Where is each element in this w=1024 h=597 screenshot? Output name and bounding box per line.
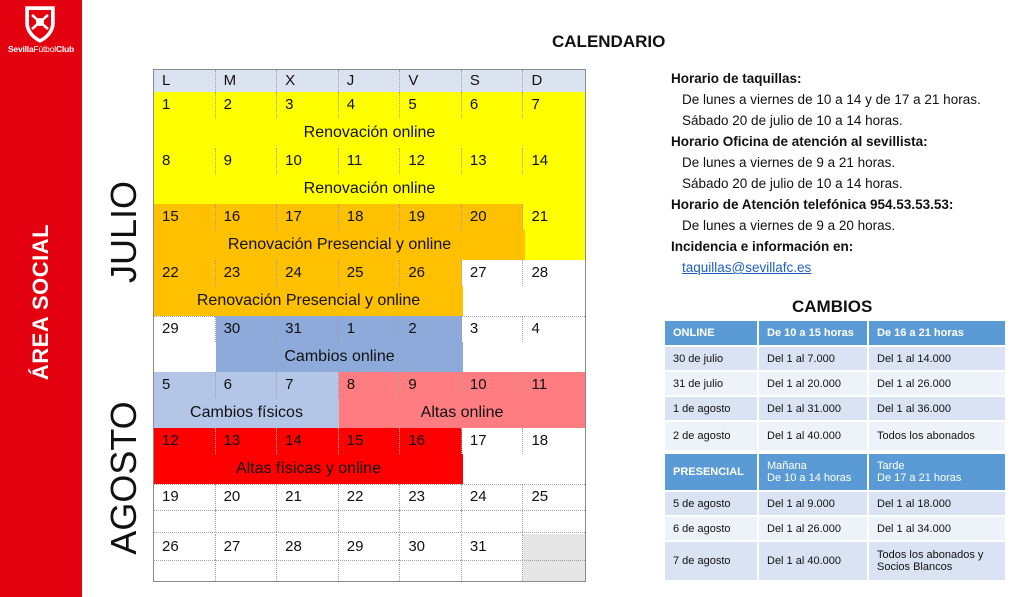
day-cell: 23 <box>216 260 278 286</box>
table-header: ONLINE <box>664 320 758 346</box>
table-row <box>664 396 1006 421</box>
day-cell <box>523 534 585 560</box>
band-cambios-online: Cambios online <box>216 342 463 372</box>
info-text: Sábado 20 de julio de 10 a 14 horas. <box>682 176 903 191</box>
table-cell: 1 de agosto <box>664 396 758 421</box>
info-heading: Horario de taquillas: <box>671 71 802 86</box>
day-cell: 2 <box>216 92 278 118</box>
week-row <box>154 260 585 286</box>
table-cell: Del 1 al 40.000 <box>758 541 868 581</box>
day-cell: 31 <box>277 316 339 342</box>
weekday-cell: X <box>277 70 339 92</box>
week-row <box>154 484 585 510</box>
band-altas-fisicas: Altas físicas y online <box>154 454 463 484</box>
table-cell: Del 1 al 7.000 <box>758 346 868 371</box>
day-cell: 9 <box>400 372 462 398</box>
day-cell: 7 <box>277 372 339 398</box>
table-header: De 16 a 21 horas <box>868 320 1006 346</box>
row-divider <box>154 532 585 533</box>
info-text: De lunes a viernes de 9 a 20 horas. <box>682 218 896 233</box>
day-cell: 17 <box>462 428 524 454</box>
day-cell: 8 <box>339 372 401 398</box>
day-cell: 19 <box>154 484 216 510</box>
band-fill <box>525 230 585 260</box>
day-cell: 8 <box>154 148 216 174</box>
table-cell: 7 de agosto <box>664 541 758 581</box>
info-heading: Incidencia e información en: <box>671 239 854 254</box>
weekday-header <box>154 70 585 93</box>
info-heading: Horario Oficina de atención al sevillista: <box>671 134 928 149</box>
table-cell: 30 de julio <box>664 346 758 371</box>
info-text: De lunes a viernes de 10 a 14 y de 17 a 21 horas. <box>682 92 981 107</box>
day-cell: 11 <box>523 372 585 398</box>
day-cell: 30 <box>400 534 462 560</box>
day-cell: 28 <box>531 264 549 281</box>
day-cell: 26 <box>154 534 216 560</box>
table-header: PRESENCIAL <box>664 453 758 491</box>
day-cell: 20 <box>462 204 524 230</box>
table-cell: Del 1 al 34.000 <box>868 516 1006 541</box>
band-renovacion-online: Renovación online <box>154 118 585 148</box>
day-cell: 21 <box>523 204 585 230</box>
day-cell: 30 <box>216 316 278 342</box>
table-cell: Del 1 al 18.000 <box>868 491 1006 516</box>
month-label-julio: JULIO <box>103 180 144 284</box>
table-cell: Del 1 al 14.000 <box>868 346 1006 371</box>
table-row <box>664 491 1006 516</box>
day-cell: 24 <box>277 260 339 286</box>
band-renovacion-online: Renovación online <box>154 174 585 204</box>
day-cell: 16 <box>400 428 462 454</box>
table-row <box>664 421 1006 451</box>
table-row <box>664 516 1006 541</box>
day-cell: 7 <box>531 96 540 113</box>
calendar-grid <box>153 69 586 582</box>
table-row <box>664 346 1006 371</box>
table-row <box>664 371 1006 396</box>
presencial-table <box>663 452 1007 582</box>
day-cell: 28 <box>277 534 339 560</box>
info-text: De lunes a viernes de 9 a 21 horas. <box>682 155 896 170</box>
month-label-agosto: AGOSTO <box>103 401 144 555</box>
day-cell: 25 <box>531 488 549 505</box>
day-cell: 12 <box>154 428 216 454</box>
day-cell: 16 <box>216 204 278 230</box>
week-row <box>154 148 585 174</box>
brand-name: SevillaFútbolClub <box>7 44 75 54</box>
table-cell: 2 de agosto <box>664 421 758 451</box>
area-social-label: ÁREA SOCIAL <box>28 223 53 381</box>
table-cell: Del 1 al 9.000 <box>758 491 868 516</box>
day-cell: 10 <box>462 372 524 398</box>
day-cell: 4 <box>339 92 401 118</box>
day-cell: 18 <box>339 204 401 230</box>
day-cell: 20 <box>216 484 278 510</box>
sidebar-band <box>0 0 82 597</box>
day-cell: 24 <box>462 484 524 510</box>
day-cell: 21 <box>277 484 339 510</box>
day-cell: 4 <box>531 320 540 337</box>
table-cell: Del 1 al 40.000 <box>758 421 868 451</box>
day-cell: 15 <box>339 428 401 454</box>
day-cell: 6 <box>216 372 278 398</box>
table-cell: Todos los abonados <box>868 421 1006 451</box>
day-cell: 1 <box>154 92 216 118</box>
table-cell: 6 de agosto <box>664 516 758 541</box>
table-cell: Del 1 al 31.000 <box>758 396 868 421</box>
week-spacer <box>154 510 585 532</box>
week-row <box>154 428 585 454</box>
day-cell: 11 <box>339 148 401 174</box>
day-cell: 18 <box>531 432 549 449</box>
weekday-cell: V <box>400 70 462 92</box>
day-cell: 22 <box>339 484 401 510</box>
day-cell: 31 <box>462 534 524 560</box>
weekday-cell: M <box>216 70 278 92</box>
table-cell: Del 1 al 26.000 <box>868 371 1006 396</box>
table-cell: Del 1 al 20.000 <box>758 371 868 396</box>
page-title: CALENDARIO <box>552 32 666 51</box>
day-cell: 6 <box>462 92 524 118</box>
online-table <box>663 319 1007 452</box>
day-cell: 14 <box>277 428 339 454</box>
weekday-cell: J <box>339 70 401 92</box>
table-cell: 5 de agosto <box>664 491 758 516</box>
day-cell: 3 <box>462 316 524 342</box>
day-cell: 5 <box>400 92 462 118</box>
day-cell: 23 <box>400 484 462 510</box>
email-link[interactable]: taquillas@sevillafc.es <box>682 260 812 275</box>
table-cell: Todos los abonados y Socios Blancos <box>868 541 1006 581</box>
week-row <box>154 372 585 398</box>
day-cell: 14 <box>531 152 549 169</box>
table-header: Tarde De 17 a 21 horas <box>868 453 1006 491</box>
info-heading: Horario de Atención telefónica 954.53.53.53: <box>671 197 954 212</box>
week-row <box>154 204 585 230</box>
day-cell: 1 <box>339 316 401 342</box>
day-cell: 19 <box>400 204 462 230</box>
day-cell: 5 <box>154 372 216 398</box>
day-cell: 25 <box>339 260 401 286</box>
day-cell: 13 <box>462 148 524 174</box>
club-crest-icon <box>22 3 58 43</box>
day-cell: 27 <box>462 260 524 286</box>
week-spacer <box>154 560 585 581</box>
info-block <box>671 68 981 278</box>
weekday-cell: S <box>462 70 524 92</box>
day-cell: 27 <box>216 534 278 560</box>
table-cell: Del 1 al 36.000 <box>868 396 1006 421</box>
table-cell: 31 de julio <box>664 371 758 396</box>
row-divider <box>154 560 585 561</box>
band-renovacion-presencial: Renovación Presencial y online <box>154 286 463 316</box>
row-divider <box>154 510 585 511</box>
day-cell: 29 <box>154 316 216 342</box>
weekday-cell: L <box>154 70 216 92</box>
cambios-title: CAMBIOS <box>792 297 873 316</box>
day-cell: 13 <box>216 428 278 454</box>
band-altas-online: Altas online <box>339 398 585 428</box>
table-row <box>664 541 1006 581</box>
table-cell: Del 1 al 26.000 <box>758 516 868 541</box>
day-cell: 29 <box>339 534 401 560</box>
band-renovacion-presencial: Renovación Presencial y online <box>154 230 525 260</box>
day-cell: 15 <box>154 204 216 230</box>
info-text: Sábado 20 de julio de 10 a 14 horas. <box>682 113 903 128</box>
day-cell: 3 <box>277 92 339 118</box>
day-cell: 10 <box>277 148 339 174</box>
day-cell: 12 <box>400 148 462 174</box>
table-header: Mañana De 10 a 14 horas <box>758 453 868 491</box>
table-header: De 10 a 15 horas <box>758 320 868 346</box>
week-row <box>154 534 585 560</box>
day-cell: 22 <box>154 260 216 286</box>
day-cell: 17 <box>277 204 339 230</box>
band-cambios-fisicos: Cambios físicos <box>154 398 339 428</box>
day-cell: 26 <box>400 260 462 286</box>
day-cell: 2 <box>400 316 462 342</box>
week-row <box>154 316 585 342</box>
day-cell: 9 <box>216 148 278 174</box>
week-row <box>154 92 585 118</box>
weekday-cell: D <box>531 72 543 89</box>
